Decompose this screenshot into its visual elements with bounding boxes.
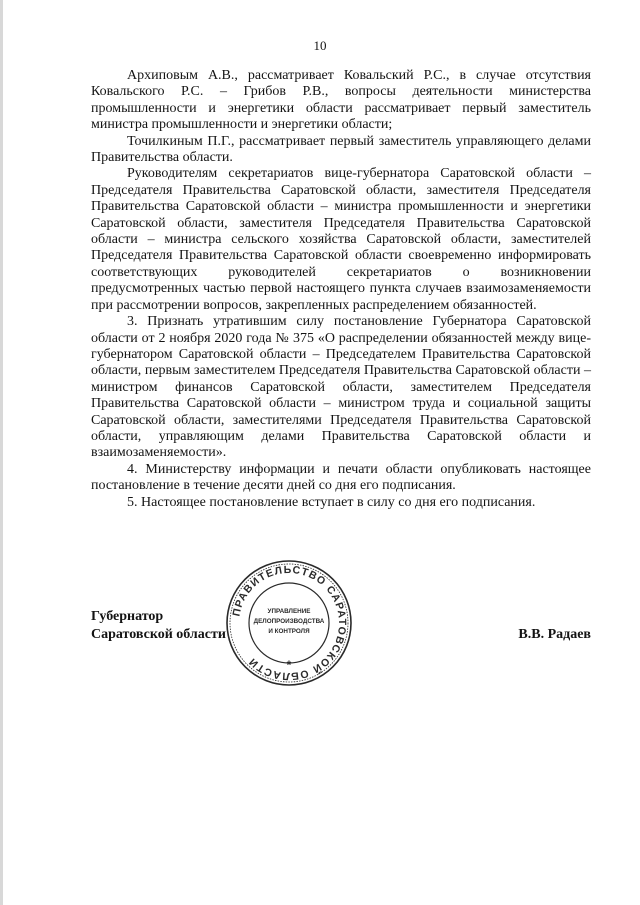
signatory-title-line2: Саратовской области — [91, 627, 226, 642]
stamp-center-line2: ДЕЛОПРОИЗВОДСТВА — [253, 618, 325, 625]
stamp-center-line1: УПРАВЛЕНИЕ — [267, 608, 311, 615]
paragraph-2: Точилкиным П.Г., рассматривает первый заместитель управляющего делами Правительства области. — [91, 133, 591, 166]
paragraph-1: Архиповым А.В., рассматривает Ковальский Р.С., в случае отсутствия Ковальского Р.С. – Грибов Р.В., вопросы деятельности министерства промышленности и энергетики области рассматривает первый заместитель министра промышленности и энергетики области; — [91, 68, 591, 133]
stamp-center-line3: И КОНТРОЛЯ — [268, 628, 310, 635]
paragraph-4: 3. Признать утратившим силу постановление Губернатора Саратовской области от 2 ноября 2020 года № 375 «О распределении обязанностей между вице-губернатором Саратовской области – Председателем Правительства Саратовской области, первым заместителем Председателя Правительства Саратовской области – министром финансов Саратовской области, заместителем Председателя Правительства Саратовской области – министром труда и социальной защиты Саратовской области, заместителями Председателя Правительства Саратовской области, управляющим делами Правительства Саратовской области и взаимозаменяемости». — [91, 314, 591, 461]
official-seal-stamp — [224, 558, 354, 688]
stamp-star-icon: * — [286, 658, 292, 672]
document-body — [91, 68, 591, 511]
scan-edge — [0, 0, 3, 905]
page-number: 10 — [313, 38, 327, 53]
paragraph-5: 4. Министерству информации и печати области опубликовать настоящее постановление в течение десяти дней со дня его подписания. — [91, 461, 591, 494]
paragraph-6: 5. Настоящее постановление вступает в силу со дня его подписания. — [127, 494, 536, 510]
signatory-name: В.В. Радаев — [518, 627, 591, 642]
stamp-ring-text: ПРАВИТЕЛЬСТВО САРАТОВСКОЙ ОБЛАСТИ — [230, 563, 349, 683]
signatory-title-line1: Губернатор — [91, 609, 164, 624]
signatory-title — [91, 608, 226, 644]
paragraph-3: Руководителям секретариатов вице-губернатора Саратовской области – Председателя Правительства Саратовской области, заместителя Председателя Правительства Саратовской области – министра промышленности и энергетики Саратовской области, заместителя Председателя Правительства Саратовской области – министра сельского хозяйства Саратовской области, заместителей Председателя Правительства Саратовской области своевременно информировать соответствующих руководителей секретариатов о возникновении предусмотренных частью первой настоящего пункта случаев взаимозаменяемости при рассмотрении вопросов, закрепленных распределением обязанностей. — [91, 166, 591, 313]
